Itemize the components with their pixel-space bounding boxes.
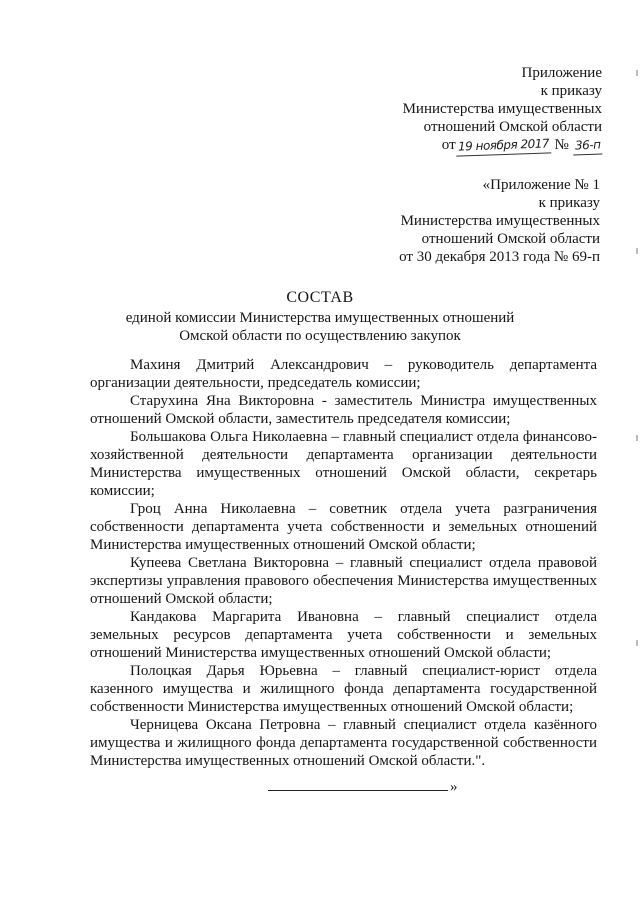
appendix-number-handwritten: 36-п (572, 135, 602, 155)
appendix-date-handwritten: 19 ноября 2017 (455, 134, 551, 156)
closing-quote-mark: » (450, 779, 458, 795)
document-subtitle-line-2: Омской области по осуществлению закупок (179, 328, 461, 344)
appendix-date-prefix: от (441, 137, 456, 153)
list-item: Кандакова Маргарита Ивановна – главный специалист отдела земельных ресурсов департамента учета собственности и земельных отношений Министерства имущественных отношений Омской области; (90, 609, 597, 661)
appendix-header (403, 64, 602, 155)
scan-edge-mark (636, 435, 638, 441)
document-title-block (100, 289, 540, 345)
scan-edge-mark (636, 640, 638, 646)
list-item: Махиня Дмитрий Александрович – руководитель департамента организации деятельности, председатель комиссии; (90, 357, 597, 391)
appendix-title: Приложение (521, 65, 602, 81)
closing-rule (268, 790, 448, 791)
list-item: Купеева Светлана Викторовна – главный специалист отдела правовой экспертизы управления правового обеспечения Министерства имущественных отношений Омской области; (90, 555, 597, 607)
closing-line (268, 778, 458, 796)
commission-members-list (90, 356, 597, 770)
scan-edge-mark (636, 248, 638, 254)
previous-appendix-ministry: Министерства имущественных (400, 213, 600, 229)
document-heading: СОСТАВ (286, 289, 354, 306)
list-item: Большакова Ольга Николаевна – главный специалист отдела финансово-хозяйственной деятельности департамента организации деятельности Министерства имущественных отношений Омской области, секретарь комиссии; (90, 429, 597, 499)
appendix-date-line (403, 136, 602, 155)
list-item: Полоцкая Дарья Юрьевна – главный специалист-юрист отдела казенного имущества и жилищного фонда департамента государственной собственности Министерства имущественных отношений Омской области; (90, 663, 597, 715)
previous-appendix-header (399, 176, 600, 266)
appendix-ministry: Министерства имущественных (402, 101, 602, 117)
list-item: Черницева Оксана Петровна – главный специалист отдела казённого имущества и жилищного фонда департамента государственной собственности Министерства имущественных отношений Омской области.". (90, 717, 597, 769)
document-subtitle-line-1: единой комиссии Министерства имущественных отношений (125, 310, 515, 326)
list-item: Старухина Яна Викторовна - заместитель Министра имущественных отношений Омской области, заместитель председателя комиссии; (90, 393, 597, 427)
previous-appendix-ministry-region: отношений Омской области (421, 231, 600, 247)
scan-edge-mark (636, 70, 638, 76)
previous-appendix-order-ref: к приказу (538, 195, 600, 211)
appendix-order-ref: к приказу (540, 83, 602, 99)
list-item: Гроц Анна Николаевна – советник отдела учета разграничения собственности департамента учета собственности и земельных отношений Министерства имущественных отношений Омской области; (90, 501, 597, 553)
appendix-number-label: № (554, 137, 569, 153)
previous-appendix-title: «Приложение № 1 (482, 177, 600, 193)
appendix-ministry-region: отношений Омской области (423, 119, 602, 135)
previous-appendix-date: от 30 декабря 2013 года № 69-п (399, 249, 600, 265)
